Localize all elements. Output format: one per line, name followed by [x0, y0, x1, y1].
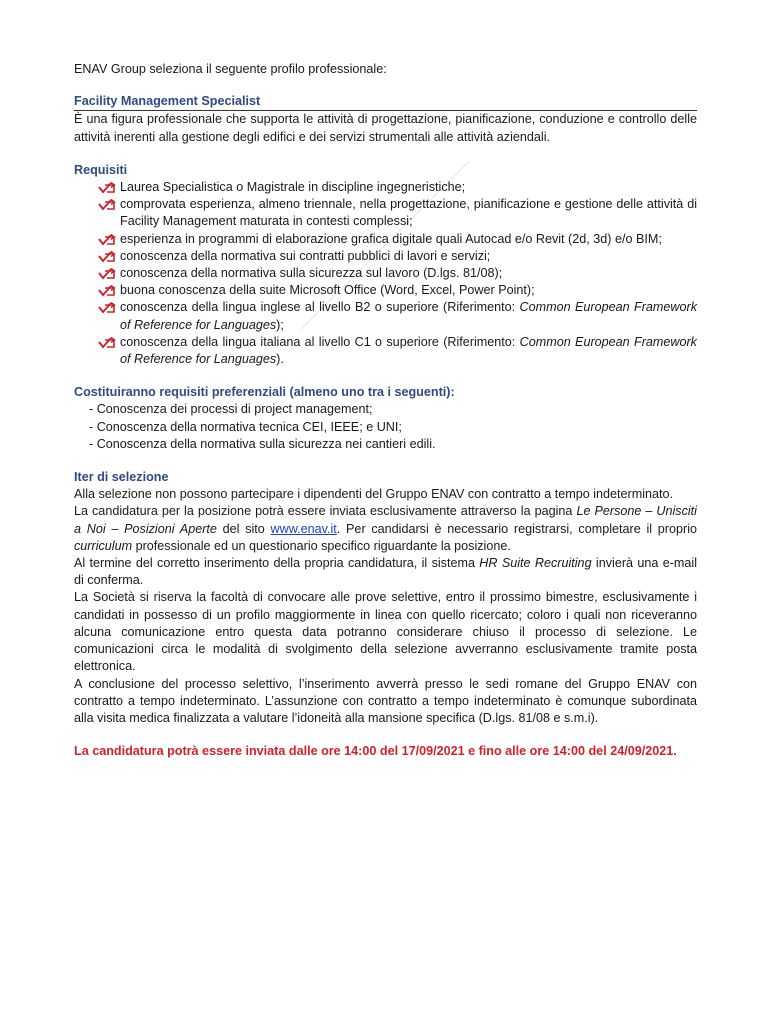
check-arrow-icon: [98, 250, 116, 263]
selection-title: Iter di selezione: [74, 470, 169, 485]
check-arrow-icon: [98, 267, 116, 280]
requirement-item: esperienza in programmi di elaborazione grafica digitale quali Autocad e/o Revit (2d, 3d) e/o BIM;: [98, 231, 697, 248]
requirement-item: conoscenza della normativa sui contratti pubblici di lavori e servizi;: [98, 248, 697, 265]
requirement-item: buona conoscenza della suite Microsoft Office (Word, Excel, Power Point);: [98, 282, 697, 299]
check-arrow-icon: [98, 336, 116, 349]
selection-p5: A conclusione del processo selettivo, l’inserimento avverrà presso le sedi romane del Gruppo ENAV con contratto a tempo indeterminato. L’assunzione con contratto a tempo indeterminato è comunque subordinata alla visita medica finalizzata a valutare l’idoneità alla mansione specifica (D.lgs. 81/08 e s.m.i).: [74, 676, 697, 725]
enav-website-link[interactable]: www.enav.it: [270, 521, 337, 536]
preferred-list: [74, 401, 697, 453]
check-arrow-icon: [98, 198, 116, 211]
requirement-item: conoscenza della lingua inglese al livello B2 o superiore (Riferimento: Common European Framework of Reference for Languages);: [98, 299, 697, 333]
check-arrow-icon: [98, 284, 116, 297]
application-deadline: La candidatura potrà essere inviata dalle ore 14:00 del 17/09/2021 e fino alle ore 14:00 del 24/09/2021.: [74, 744, 677, 759]
requirements-title: Requisiti: [74, 162, 128, 177]
requirement-item: conoscenza della lingua italiana al livello C1 o superiore (Riferimento: Common European Framework of Reference for Languages).: [98, 334, 697, 368]
selection-p1: Alla selezione non possono partecipare i dipendenti del Gruppo ENAV con contratto a tempo indeterminato.: [74, 487, 674, 502]
document-page: [74, 61, 697, 760]
selection-p3: Al termine del corretto inserimento della propria candidatura, il sistema HR Suite Recruiting invierà una e-mail di conferma.: [74, 556, 697, 588]
preferred-item: - Conoscenza della normativa sulla sicurezza nei cantieri edili.: [89, 436, 436, 451]
check-arrow-icon: [98, 233, 116, 246]
intro-text: ENAV Group seleziona il seguente profilo professionale:: [74, 62, 387, 76]
job-title: Facility Management Specialist: [74, 93, 697, 111]
requirement-item: comprovata esperienza, almeno triennale, nella progettazione, pianificazione e gestione delle attività di Facility Management maturata in contesti complessi;: [98, 196, 697, 230]
preferred-item: - Conoscenza dei processi di project management;: [89, 402, 373, 417]
requirement-item: conoscenza della normativa sulla sicurezza sul lavoro (D.lgs. 81/08);: [98, 265, 697, 282]
requirement-item: Laurea Specialistica o Magistrale in discipline ingegneristiche;: [98, 179, 697, 196]
job-description: È una figura professionale che supporta le attività di progettazione, pianificazione, conduzione e controllo delle attività inerenti alla gestione degli edifici e dei servizi strumentali alle attività aziendali.: [74, 112, 697, 144]
check-arrow-icon: [98, 181, 116, 194]
selection-p4: La Società si riserva la facoltà di convocare alle prove selettive, entro il prossimo bimestre, esclusivamente i candidati in possesso di un profilo maggiormente in linea con quello ricercato; coloro i quali non riceveranno alcuna comunicazione entro questa data potranno considerare chiuso il processo di selezione. Le comunicazioni circa le modalità di svolgimento della selezione avverranno esclusivamente tramite posta elettronica.: [74, 590, 697, 674]
preferred-title: Costituiranno requisiti preferenziali (almeno uno tra i seguenti):: [74, 385, 455, 400]
check-arrow-icon: [98, 301, 116, 314]
requirements-list: [74, 179, 697, 368]
preferred-item: - Conoscenza della normativa tecnica CEI, IEEE; e UNI;: [89, 419, 402, 434]
selection-p2: La candidatura per la posizione potrà essere inviata esclusivamente attraverso la pagina Le Persone – Unisciti a Noi – Posizioni Aperte del sito www.enav.it. Per candidarsi è necessario registrarsi, completare il proprio curriculum professionale ed un questionario specifico riguardante la posizione.: [74, 504, 697, 553]
